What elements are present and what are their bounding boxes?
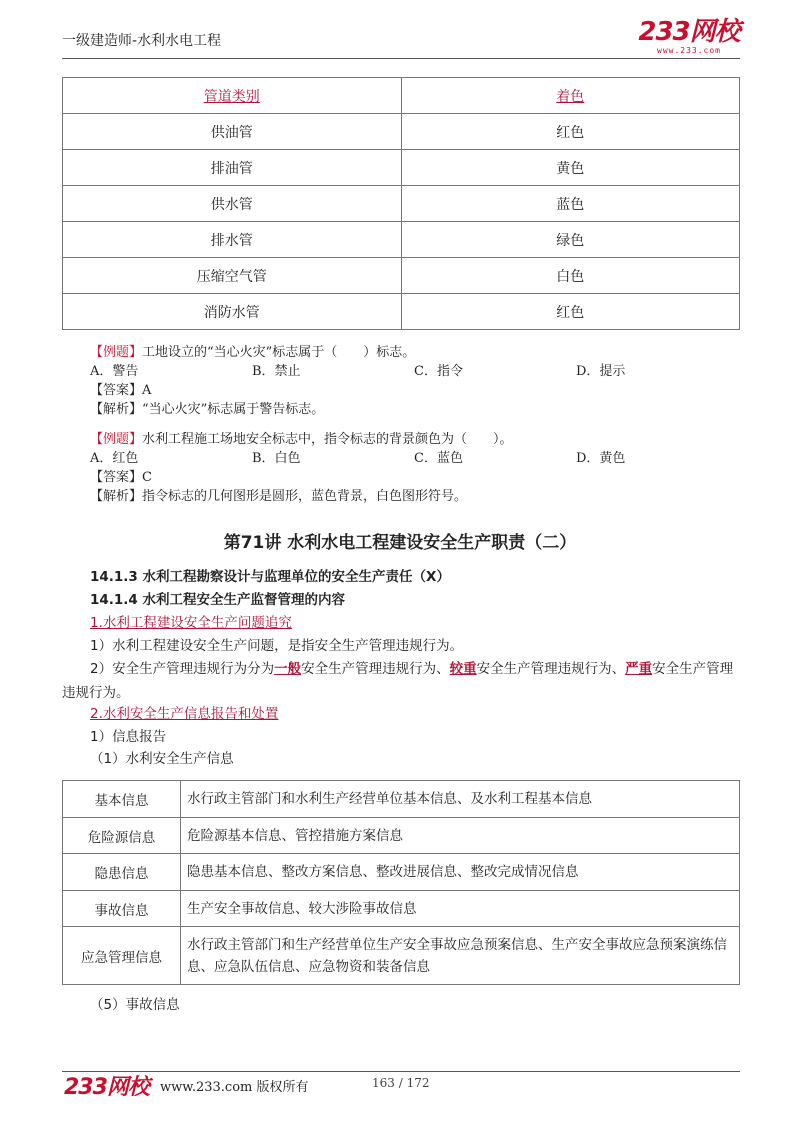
option-d: D．提示 (576, 364, 626, 379)
question-line (90, 430, 513, 449)
table-cell: 供水管 (63, 186, 402, 222)
document-header-title: 一级建造师-水利水电工程 (62, 33, 222, 49)
table-row (63, 222, 740, 258)
table-row (63, 294, 740, 330)
option-b: B．白色 (252, 451, 301, 466)
header-link-pipe-type[interactable]: 管道类别 (203, 88, 260, 105)
table-cell: 黄色 (401, 150, 740, 186)
option-a: A．警告 (90, 364, 139, 379)
table-row (63, 150, 740, 186)
table-cell: 白色 (401, 258, 740, 294)
info-label: 基本信息 (63, 781, 181, 818)
table-header-cell (401, 78, 740, 114)
table-cell: 消防水管 (63, 294, 402, 330)
table-row (63, 927, 740, 985)
info-value: 水行政主管部门和水利生产经营单位基本信息、及水利工程基本信息 (181, 781, 740, 818)
footer-copyright: www.233.com 版权所有 (160, 1080, 309, 1095)
keyword-severe: 严重 (625, 661, 653, 677)
table-cell: 排油管 (63, 150, 402, 186)
footer-logo: 233网校 (64, 1075, 149, 1100)
table-cell: 蓝色 (401, 186, 740, 222)
info-label: 应急管理信息 (63, 927, 181, 985)
heading-link[interactable]: 1.水利工程建设安全生产问题追究 (90, 615, 292, 631)
lecture-title: 第71讲 水利水电工程建设安全生产职责（二） (223, 533, 577, 553)
sub-point-safety-info: （1）水利安全生产信息 (90, 751, 234, 767)
heading-link[interactable]: 2.水利安全生产信息报告和处置 (90, 706, 279, 722)
table-row (63, 186, 740, 222)
header-divider (62, 58, 740, 59)
table-row (63, 891, 740, 927)
info-label: 危险源信息 (63, 818, 181, 854)
table-header-row (63, 78, 740, 114)
sub-point-accident-info: （5）事故信息 (90, 997, 180, 1013)
example-tag: 【例题】 (90, 432, 143, 447)
table-cell: 排水管 (63, 222, 402, 258)
question-text: 水利工程施工场地安全标志中，指令标志的背景颜色为（ ）。 (142, 432, 513, 447)
table-cell: 压缩空气管 (63, 258, 402, 294)
page-number: 163 / 172 (372, 1076, 430, 1090)
table-row (63, 258, 740, 294)
question-text: 工地设立的“当心火灾”标志属于（ ）标志。 (142, 345, 416, 360)
point-1: 1）水利工程建设安全生产问题，是指安全生产管理违规行为。 (90, 638, 464, 654)
subheading-problem-accountability (90, 612, 292, 634)
keyword-general: 一般 (274, 661, 302, 677)
option-d: D．黄色 (576, 451, 626, 466)
logo-subtext: www.233.com (657, 46, 721, 55)
example-question-2 (90, 430, 626, 506)
point-2-paragraph (62, 657, 742, 705)
table-row (63, 781, 740, 818)
table-cell: 红色 (401, 114, 740, 150)
footer-divider (62, 1071, 740, 1072)
analysis-line: 【解析】指令标志的几何图形是圆形，蓝色背景，白色图形符号。 (90, 489, 468, 504)
section-heading-14-1-3: 14.1.3 水利工程勘察设计与监理单位的安全生产责任（X） (90, 569, 450, 585)
info-value: 隐患基本信息、整改方案信息、整改进展信息、整改完成情况信息 (181, 854, 740, 891)
table-cell: 绿色 (401, 222, 740, 258)
table-header-cell (63, 78, 402, 114)
info-value: 危险源基本信息、管控措施方案信息 (181, 818, 740, 854)
option-a: A．红色 (90, 451, 139, 466)
table-row (63, 854, 740, 891)
keyword-serious: 较重 (449, 661, 477, 677)
safety-info-table (62, 780, 740, 985)
question-line (90, 343, 415, 362)
info-label: 事故信息 (63, 891, 181, 927)
brand-logo (634, 18, 744, 55)
text-segment: 2）安全生产管理违规行为分为 (90, 661, 275, 677)
option-c: C．指令 (414, 364, 463, 379)
header-link-color[interactable]: 着色 (556, 88, 585, 105)
text-segment: 安全生产管理违规行为、 (476, 661, 626, 677)
analysis-line: 【解析】“当心火灾”标志属于警告标志。 (90, 402, 325, 417)
sub-point-info-report: 1）信息报告 (90, 729, 167, 745)
table-cell: 供油管 (63, 114, 402, 150)
answer-line: 【答案】A (90, 383, 152, 398)
options-line (90, 449, 626, 468)
info-label: 隐患信息 (63, 854, 181, 891)
option-c: C．蓝色 (414, 451, 463, 466)
pipe-color-table (62, 77, 740, 330)
options-line (90, 362, 626, 381)
subheading-info-report (90, 703, 278, 725)
example-tag: 【例题】 (90, 345, 143, 360)
option-b: B．禁止 (252, 364, 301, 379)
info-value: 生产安全事故信息、较大涉险事故信息 (181, 891, 740, 927)
table-row (63, 114, 740, 150)
logo-text: 233网校 (638, 17, 740, 47)
text-segment: 安全生产管理违规行为。 (62, 661, 734, 701)
table-row (63, 818, 740, 854)
answer-line: 【答案】C (90, 470, 152, 485)
section-heading-14-1-4: 14.1.4 水利工程安全生产监督管理的内容 (90, 592, 346, 608)
example-question-1 (90, 343, 626, 419)
table-cell: 红色 (401, 294, 740, 330)
text-segment: 安全生产管理违规行为、 (301, 661, 450, 677)
info-value: 水行政主管部门和生产经营单位生产安全事故应急预案信息、生产安全事故应急预案演练信息、应急队伍信息、应急物资和装备信息 (181, 927, 740, 985)
